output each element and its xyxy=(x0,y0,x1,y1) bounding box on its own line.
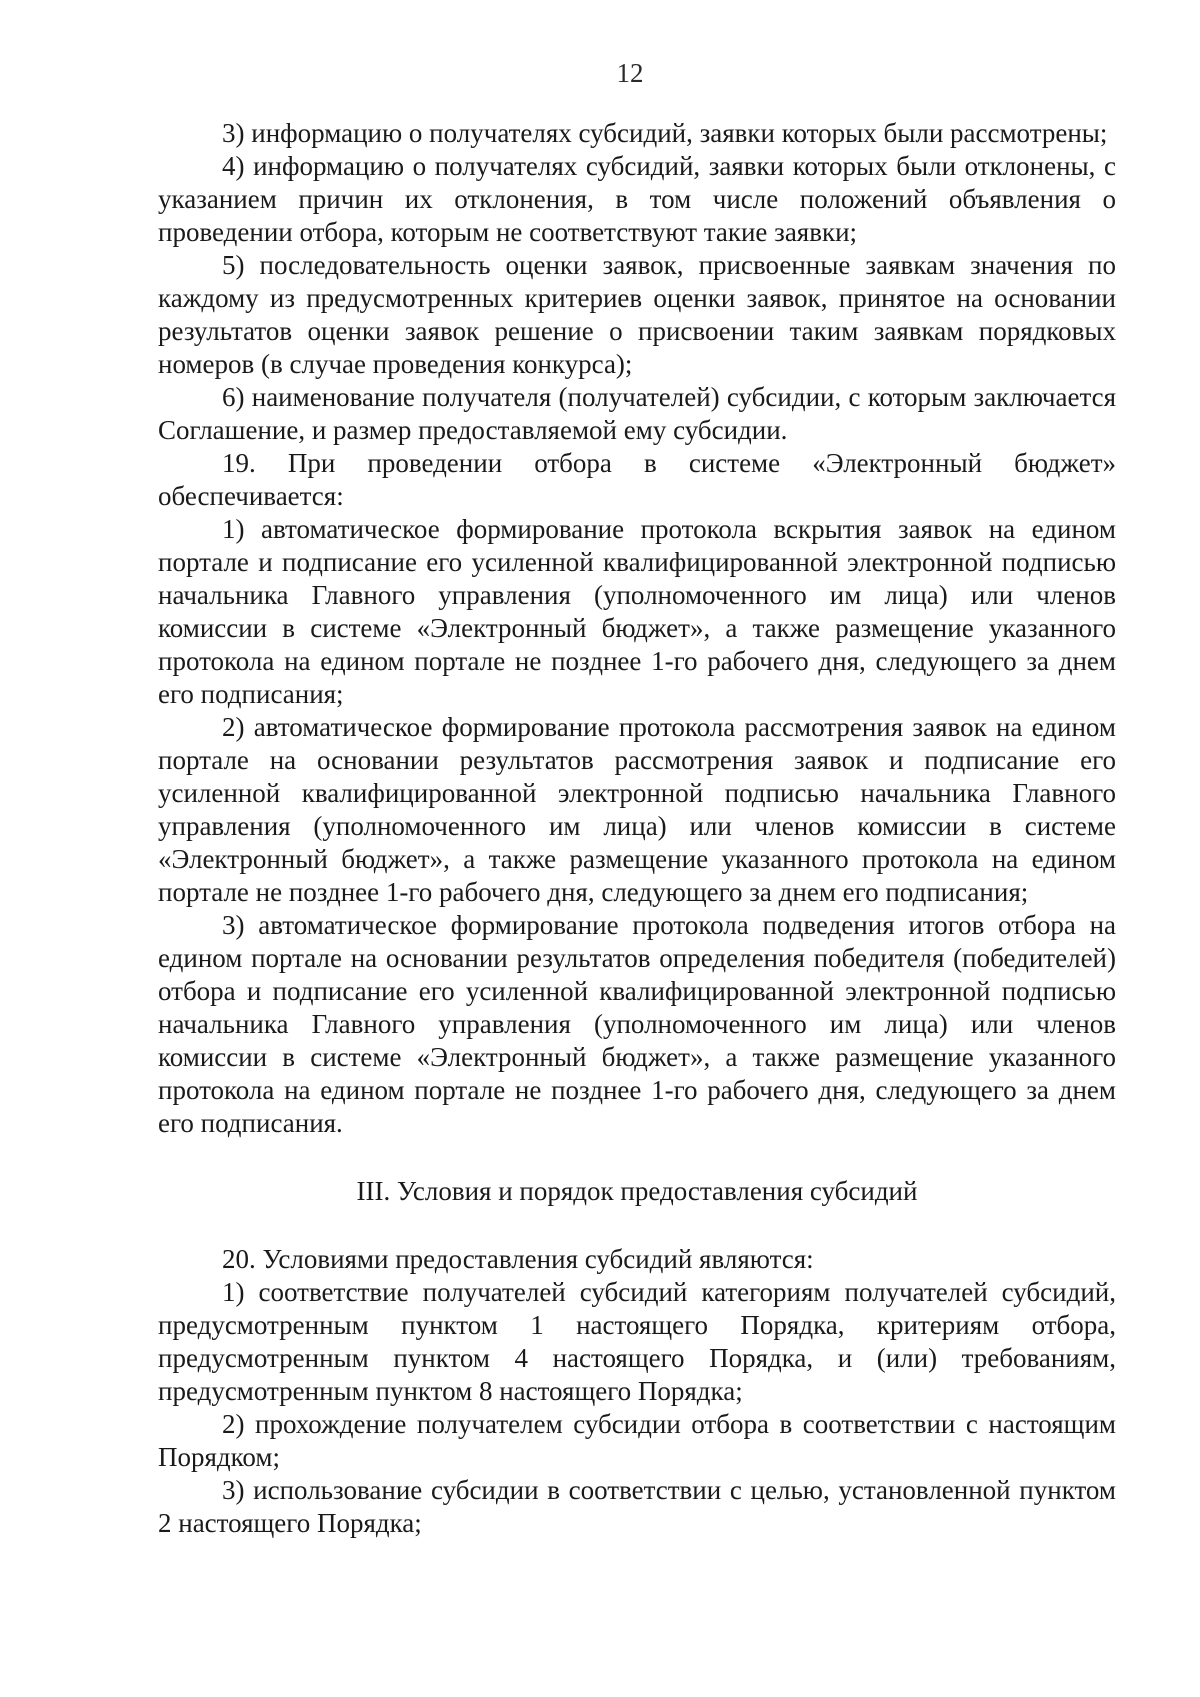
paragraph-item-4-rejected: 4) информацию о получателях субсидий, заявки которых были отклонены, с указанием причин их отклонения, в том числе положений объявления о проведении отбора, которым не соответствуют такие заявки; xyxy=(158,151,1116,247)
paragraph-19-item-3: 3) автоматическое формирование протокола подведения итогов отбора на едином портале на основании результатов определения победителя (победителей) отбора и подписание его усиленной квалифицированной электронной подписью начальника Главного управления (уполномоченного им лица) или членов комиссии в системе «Электронный бюджет», а также размещение указанного протокола на едином портале не позднее 1-го рабочего дня, следующего за днем его подписания. xyxy=(158,910,1116,1138)
paragraph-item-5-evaluation: 5) последовательность оценки заявок, присвоенные заявкам значения по каждому из предусмотренных критериев оценки заявок, принятое на основании результатов оценки заявок решение о присвоении таким заявкам порядковых номеров (в случае проведения конкурса); xyxy=(158,250,1116,379)
paragraph-clause-20: 20. Условиями предоставления субсидий являются: xyxy=(222,1244,814,1274)
section-heading: III. Условия и порядок предоставления субсидий xyxy=(356,1176,918,1206)
document-body xyxy=(158,117,1116,1540)
paragraph-clause-19: 19. При проведении отбора в системе «Электронный бюджет» обеспечивается: xyxy=(158,448,1116,511)
paragraph-20-item-2: 2) прохождение получателем субсидии отбора в соответствии с настоящим Порядком; xyxy=(158,1409,1116,1472)
paragraph-item-6-recipient: 6) наименование получателя (получателей) субсидии, с которым заключается Соглашение, и размер предоставляемой ему субсидии. xyxy=(158,382,1116,445)
paragraph-20-item-3: 3) использование субсидии в соответствии с целью, установленной пунктом 2 настоящего Порядка; xyxy=(158,1475,1116,1538)
paragraph-item-3-reviewed: 3) информацию о получателях субсидий, заявки которых были рассмотрены; xyxy=(222,118,1108,148)
paragraph-20-item-1: 1) соответствие получателей субсидий категориям получателей субсидий, предусмотренным пунктом 1 настоящего Порядка, критериям отбора, предусмотренным пунктом 4 настоящего Порядка, и (или) требованиям, предусмотренным пунктом 8 настоящего Порядка; xyxy=(158,1277,1116,1406)
page-number: 12 xyxy=(616,58,644,88)
paragraph-19-item-1: 1) автоматическое формирование протокола вскрытия заявок на едином портале и подписание его усиленной квалифицированной электронной подписью начальника Главного управления (уполномоченного им лица) или членов комиссии в системе «Электронный бюджет», а также размещение указанного протокола на едином портале не позднее 1-го рабочего дня, следующего за днем его подписания; xyxy=(158,514,1116,709)
paragraph-19-item-2: 2) автоматическое формирование протокола рассмотрения заявок на едином портале на основании результатов рассмотрения заявок и подписание его усиленной квалифицированной электронной подписью начальника Главного управления (уполномоченного им лица) или членов комиссии в системе «Электронный бюджет», а также размещение указанного протокола на едином портале не позднее 1-го рабочего дня, следующего за днем его подписания; xyxy=(158,712,1116,907)
